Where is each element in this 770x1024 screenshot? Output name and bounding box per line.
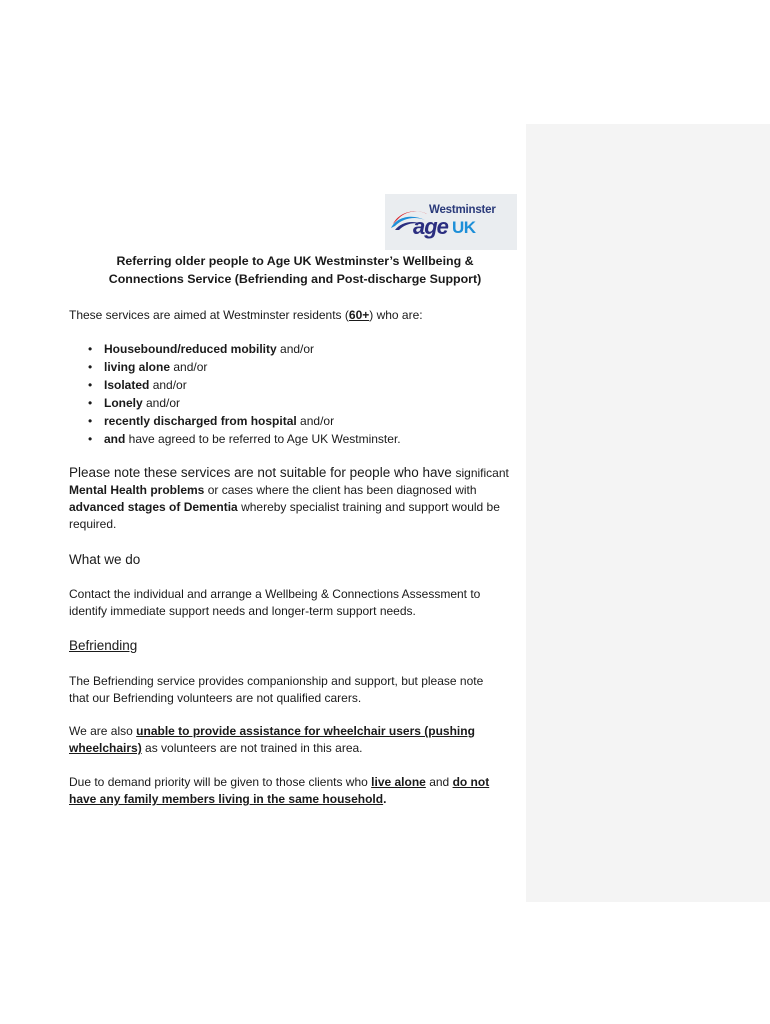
comment-pane [526,124,770,902]
p2-before: We are also [69,724,137,738]
bullet-icon: • [88,414,93,428]
note-lead: Please note these services are not suitable for people who have [69,465,456,480]
what-we-do-heading: What we do [69,552,141,567]
p3-and: and [425,775,453,789]
p2-after: as volunteers are not trained in this area. [141,741,363,755]
list-item [69,358,401,376]
note-tail: whereby specialist training and support would be [237,500,500,514]
list-item [69,394,401,412]
suitability-note [69,464,521,533]
logo-swoosh-icon [385,194,517,250]
what-we-do-paragraph [69,586,521,620]
list-item [69,376,401,394]
criteria-rest: and/or [149,378,187,392]
criteria-rest: and/or [142,396,181,410]
befriending-heading: Befriending [69,638,138,653]
befriending-p1-line-1: The Befriending service provides companionship and support, but please note [69,674,484,688]
criteria-bold: recently discharged from hospital [104,414,297,428]
criteria-rest: and/or [276,342,315,356]
befriending-paragraph-1 [69,673,521,707]
befriending-paragraph-2 [69,723,521,757]
list-item [69,412,401,430]
criteria-bold: Housebound/reduced mobility [104,342,277,356]
p3-period: . [383,792,387,806]
befriending-p1-line-2: that our Befriending volunteers are not qualified carers. [69,691,362,705]
age-uk-westminster-logo [385,194,517,250]
p2-wheelchair-1: unable to provide assistance for wheelchair users (pushing [136,724,475,738]
document-title [69,252,521,288]
p3-live-alone: live alone [371,775,426,789]
p3-household: have any family members living in the same household [69,792,384,806]
criteria-rest: have agreed to be referred to Age UK Westminster. [125,432,401,446]
what-we-do-line-1: Contact the individual and arrange a Wellbeing & Connections Assessment to [69,587,481,601]
note-end: required. [69,517,117,531]
list-item [69,430,401,448]
befriending-paragraph-3 [69,774,521,808]
criteria-bold: Isolated [104,378,150,392]
bullet-icon: • [88,378,93,392]
criteria-bold: and [104,432,126,446]
bullet-icon: • [88,360,93,374]
p2-wheelchair-2: wheelchairs) [69,741,142,755]
bullet-icon: • [88,432,93,446]
intro-after: ) who are: [369,308,423,322]
criteria-rest: and/or [296,414,335,428]
note-dementia: advanced stages of Dementia [69,500,238,514]
title-line-1: Referring older people to Age UK Westminster’s Wellbeing & [116,254,474,268]
logo-westminster-text: Westminster [429,204,496,216]
note-mid: or cases where the client has been diagnosed with [204,483,477,497]
intro-before: These services are aimed at Westminster residents ( [69,308,349,322]
criteria-list [69,340,401,448]
note-mental-health: Mental Health problems [69,483,205,497]
logo-uk-text: UK [452,218,476,237]
bullet-icon: • [88,396,93,410]
criteria-rest: and/or [170,360,208,374]
bullet-icon: • [88,342,93,356]
p3-before: Due to demand priority will be given to those clients who [69,775,372,789]
title-line-2: Connections Service (Befriending and Post-discharge Support) [108,272,482,286]
intro-paragraph [69,307,521,324]
criteria-bold: living alone [104,360,171,374]
p3-do-not: do not [452,775,490,789]
what-we-do-line-2: identify immediate support needs and longer-term support needs. [69,604,416,618]
note-lead-small: significant [455,466,509,480]
criteria-bold: Lonely [104,396,143,410]
intro-age: 60+ [348,308,370,322]
logo-age-text: age [413,214,448,239]
list-item [69,340,401,358]
